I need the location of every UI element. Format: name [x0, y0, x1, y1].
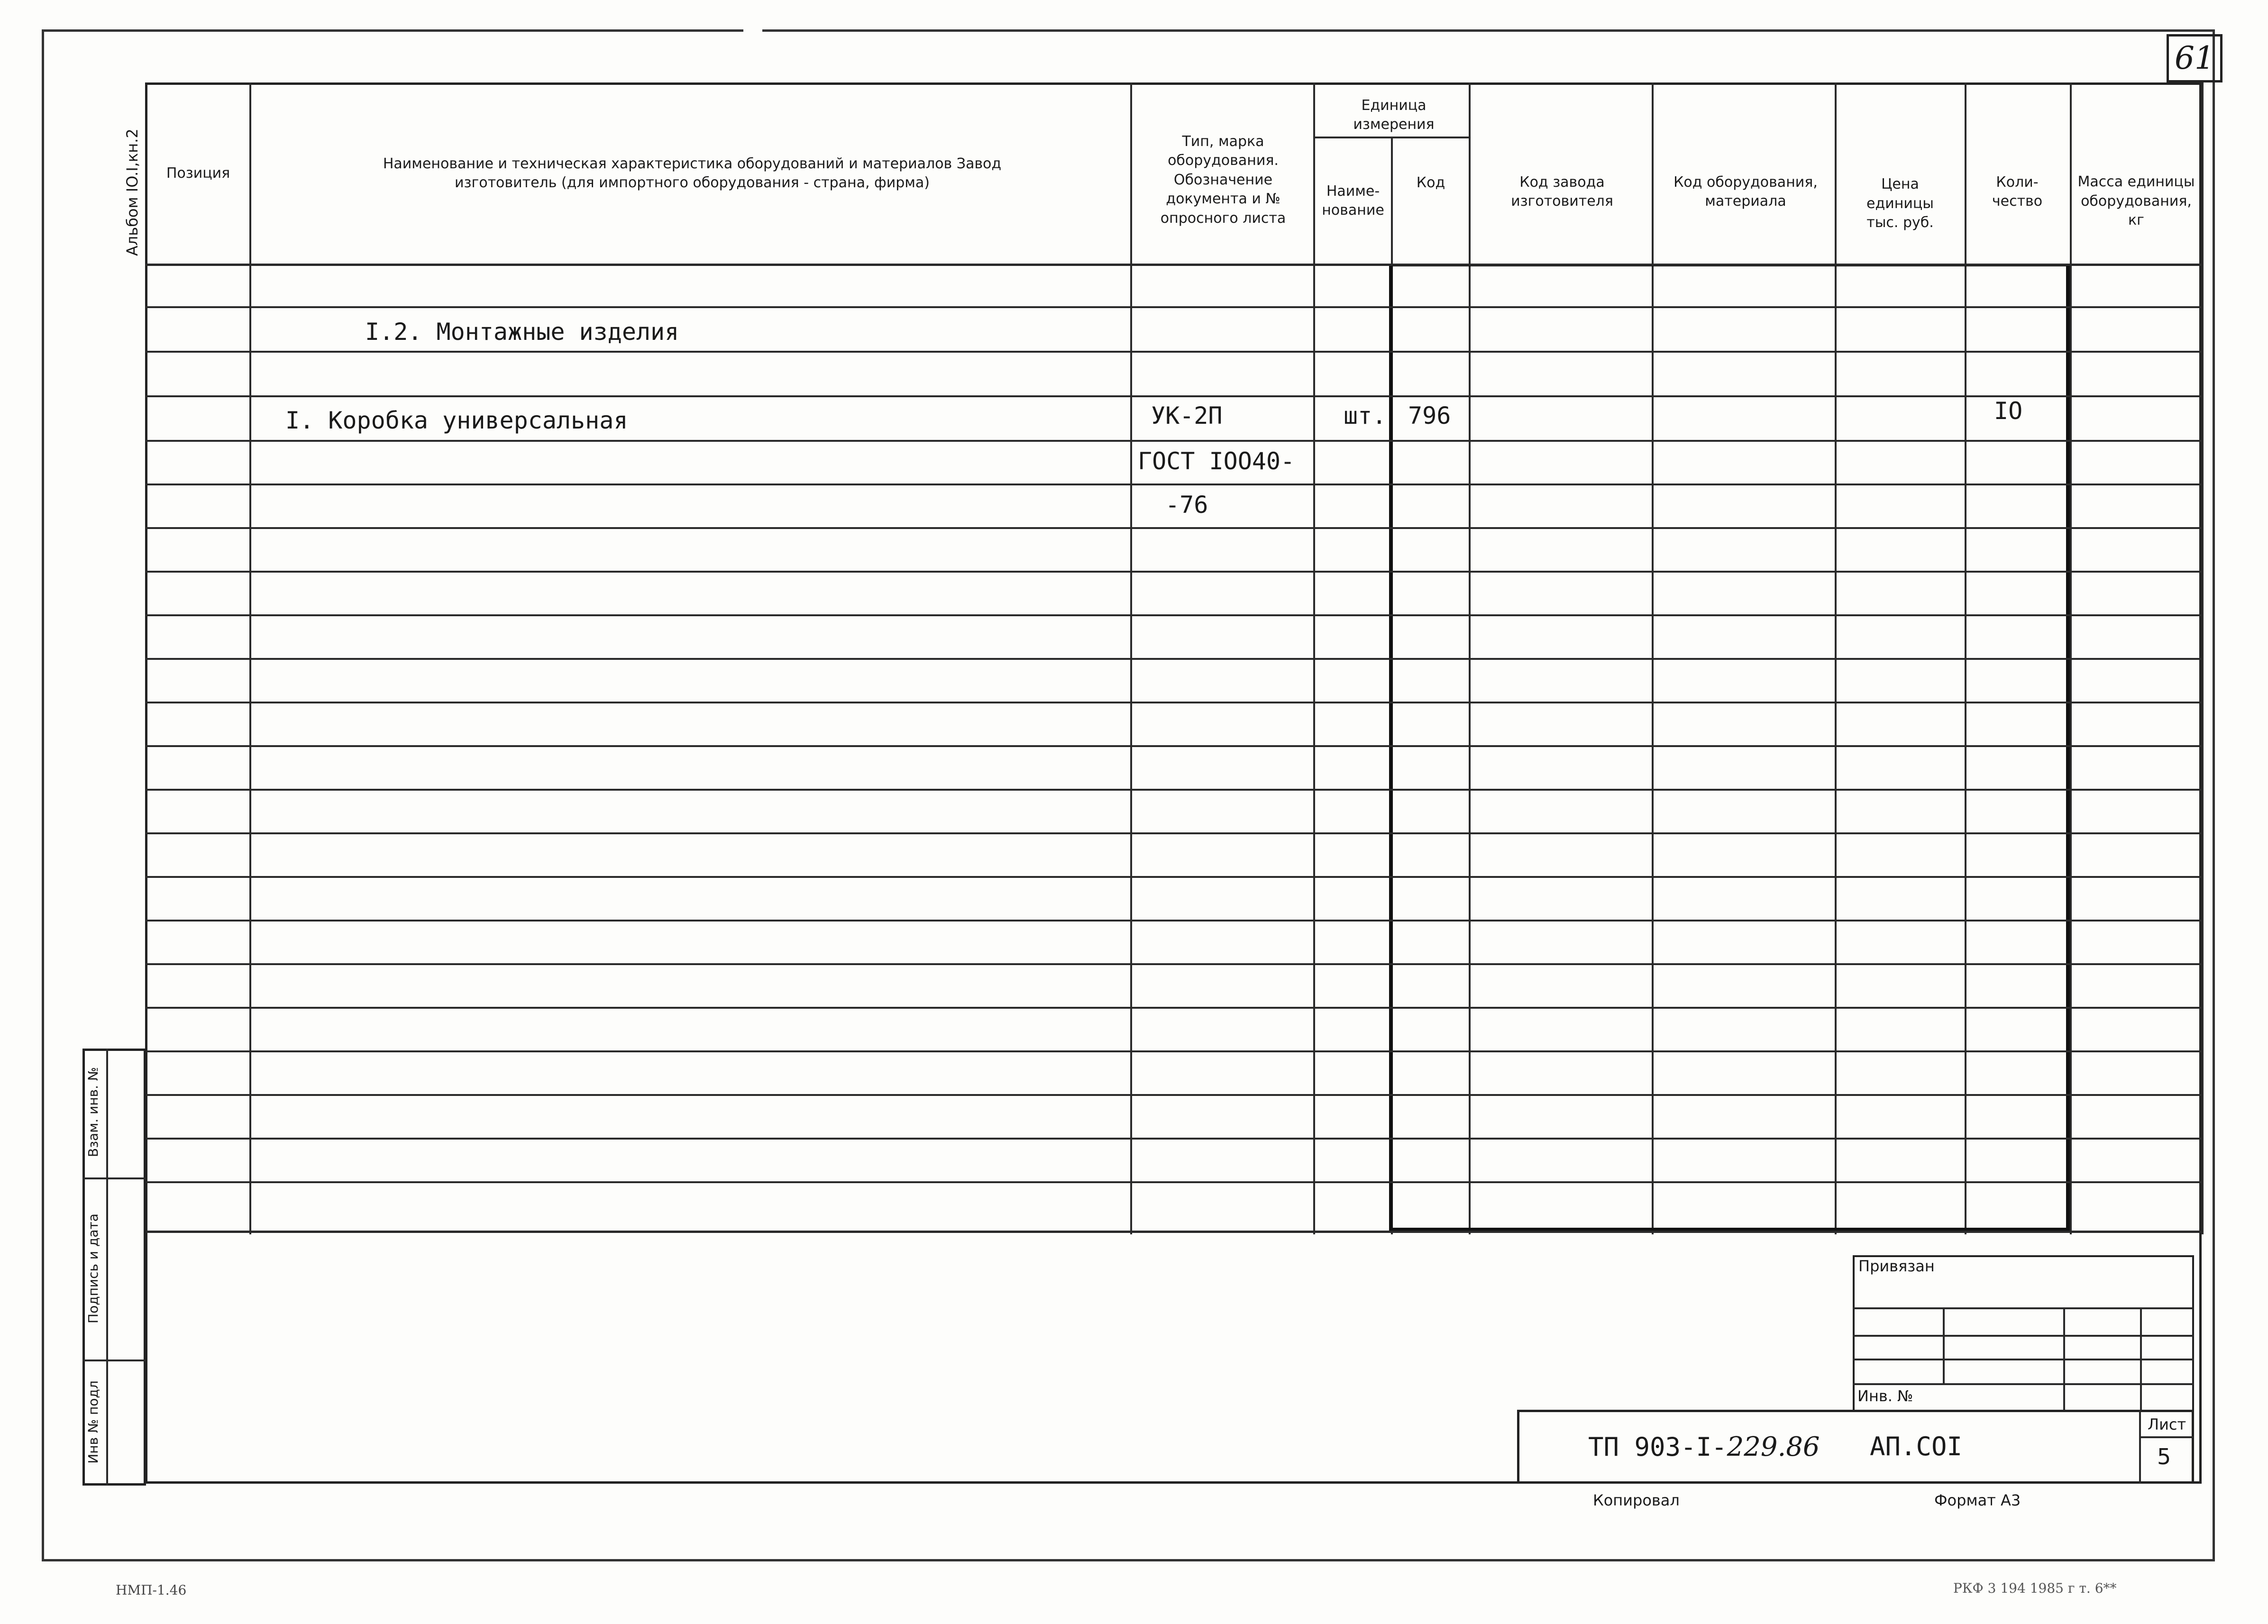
stamp-inv-orig: Инв № подл: [85, 1380, 101, 1464]
row-line: [145, 1181, 2202, 1183]
header-mass: Масса единицы оборудования, кг: [2077, 173, 2195, 229]
header-type: Тип, марка оборудования. Обозначение документа и № опросного листа: [1160, 133, 1286, 227]
doc-code-typed: ТП 903-I-: [1588, 1432, 1727, 1462]
section-title: I.2. Монтажные изделия: [365, 318, 679, 346]
row-line: [145, 1007, 2202, 1009]
row-line: [145, 876, 2202, 878]
item-type: УК-2П: [1151, 402, 1223, 429]
table-bottom-line: [145, 1231, 2202, 1233]
row-line: [145, 1050, 2202, 1052]
item-doc-line1: ГОСТ IOO40-: [1138, 447, 1295, 475]
sheet-label: Лист: [2148, 1415, 2186, 1433]
header-position: Позиция: [166, 164, 230, 182]
row-line: [145, 306, 2202, 308]
inv-label: Инв. №: [1857, 1387, 1913, 1405]
item-quantity: IO: [1994, 397, 2023, 425]
bound-grid-line: [1853, 1307, 2194, 1309]
row-line: [145, 963, 2202, 965]
bound-grid-line: [2063, 1307, 2065, 1412]
bound-grid-line: [1853, 1335, 2194, 1337]
row-line: [145, 1138, 2202, 1140]
header-quantity: Коли- чество: [1992, 173, 2043, 210]
copied-label: Копировал: [1593, 1491, 1680, 1509]
item-doc-line2: -76: [1165, 491, 1208, 519]
sheet-cell-divider: [2139, 1410, 2141, 1484]
album-label: Альбом IO.I,кн.2: [123, 128, 141, 256]
stamp-sign-date: Подпись и дата: [85, 1213, 101, 1323]
header-price: Цена единицы тыс. руб.: [1866, 176, 1934, 231]
bound-grid-line: [1853, 1383, 2194, 1385]
row-line: [145, 745, 2202, 747]
row-line: [145, 571, 2202, 573]
row-line: [145, 920, 2202, 921]
sheet-value: 5: [2157, 1444, 2171, 1469]
header-unit-name: Наиме- нование: [1322, 182, 1384, 219]
top-edge-mark: [743, 29, 762, 32]
row-line: [145, 484, 2202, 485]
side-stamp-divider: [106, 1049, 108, 1486]
doc-code-handwritten: 229.86: [1727, 1432, 1820, 1462]
row-line: [145, 702, 2202, 703]
bound-grid-line: [2140, 1307, 2142, 1412]
header-name: Наименование и техническая характеристика оборудований и материалов Завод изготовитель (для импортного оборудования - страна, фирма): [383, 155, 1002, 191]
row-line: [145, 527, 2202, 529]
row-line: [145, 351, 2202, 353]
sheet-number: 61: [2167, 34, 2222, 82]
row-line: [145, 440, 2202, 442]
side-stamp-divider: [82, 1359, 146, 1361]
col-line: [2202, 82, 2204, 1234]
header-unit-group: Единица измерения: [1353, 97, 1435, 133]
sheet-cell-divider: [2139, 1436, 2194, 1438]
item-unit: шт.: [1344, 402, 1387, 429]
header-unit-code: Код: [1416, 174, 1445, 191]
header-equipment-code: Код оборудования, материала: [1674, 173, 1818, 210]
row-line: [145, 789, 2202, 791]
row-line: [145, 658, 2202, 660]
bound-label: Привязан: [1858, 1257, 1935, 1275]
doc-mark: АП.COI: [1870, 1432, 1963, 1461]
doc-code: [1588, 1432, 1820, 1462]
thick-line: [1389, 264, 1393, 1231]
header-factory-code: Код завода изготовителя: [1511, 173, 1613, 210]
bound-grid-line: [1943, 1307, 1945, 1383]
header-bottom-line: [145, 264, 2202, 266]
row-line: [145, 395, 2202, 397]
footer-right: РКФ 3 194 1985 г т. 6**: [1953, 1580, 2117, 1596]
thick-line: [2066, 264, 2070, 1231]
row-line: [145, 614, 2202, 616]
bound-grid-line: [1853, 1359, 2194, 1360]
side-stamp-divider: [82, 1177, 146, 1179]
item-name: I. Коробка универсальная: [285, 407, 628, 434]
item-unit-code: 796: [1408, 402, 1451, 429]
unit-header-divider: [1313, 137, 1471, 138]
row-line: [145, 1094, 2202, 1096]
footer-left: НМП-1.46: [116, 1582, 187, 1598]
row-line: [145, 832, 2202, 834]
stamp-replace-inv: Взам. инв. №: [85, 1067, 101, 1158]
format-label: Формат A3: [1934, 1491, 2021, 1509]
